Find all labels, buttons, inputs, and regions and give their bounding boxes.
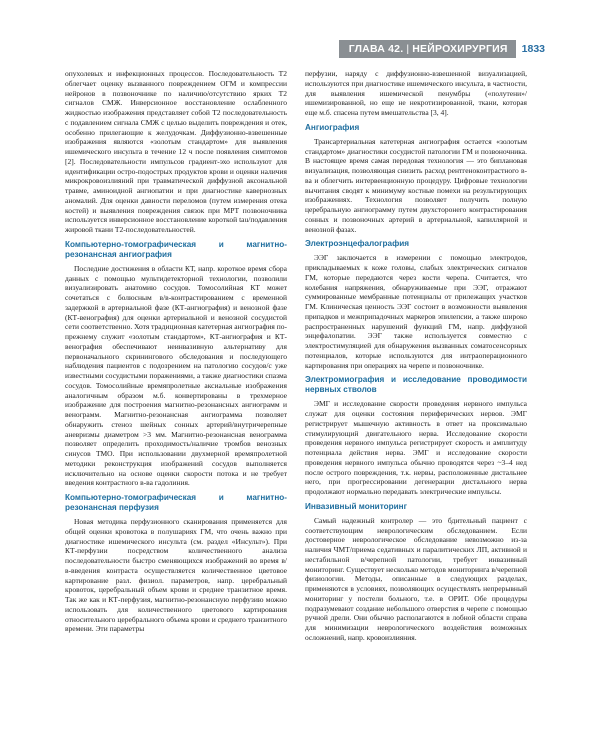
section-heading: Электромиография и исследование проводимости нервных стволов [305,375,527,395]
paragraph: ЭЭГ заключается в измерении с помощью электродов, прикладываемых к коже головы, слабых электрических сигналов ГМ, которые передаются через кости черепа. Считается, что колебания напряжения, обнаруживаемые при ЭЭГ, отражают суммированные мембранные потенциалы от прилежащих участков ГМ. Клиническая ценность ЭЭГ состоит в возможности выявления припадков и межприпадочных маркеров эпилепсии, а также широко распространенных нарушений функций ГМ, напр. диффузной энцефалопатии. ЭЭГ также используется совместно с электростимуляцией для обнаружения вызванных соматосенсорных потенциалов, которые используются для интраоперационного картирования при операциях на черепе и позвоночнике. [305,253,527,370]
section-heading: Компьютерно-томографическая и магнитно-резонансная ангиография [65,239,287,259]
right-column [305,69,527,643]
paragraph: Самый надежный контролер — это бдительный пациент с соответствующим неврологическим обследованием. Если достоверное неврологическое обследование невозможно из-за наличия ЧМТ/приема седативных и паралитических ЛП, активной и нестабильной в/черепной патологии, требует инвазивный мониторинг. Существует несколько методов мониторинга в/черепной физиологии. Методы, описанные в следующих разделах, применяются в условиях, позволяющих осуществлять непрерывный мониторинг у постели больного, т.е. в ОРИТ. Обе процедуры подразумевают создание небольшого отверстия в черепе с помощью ручной дрели. Они обычно располагаются в лобной области справа для минимизации неврологического воздействия возможных осложнений, напр. кровоизлияния. [305,515,527,642]
chapter-band [339,40,516,58]
chapter-label: ГЛАВА 42. [348,43,404,55]
running-header [339,40,545,58]
paragraph: Последние достижения в области КТ, напр. короткое время сбора данных с помощью мультидетекторной технологии, позволили визуализировать анатомию сосудов. Томосолийная КТ может сочетаться с болюсным в/в-контрастированием с временной задержкой в артериальной фазе (КТ-ангиография) и венозной фазе (КТ-венография) для оценки артериальной и венозной сосудистой сети соответственно. Хотя традиционная катетерная ангиография по-прежнему служит «золотым стандартом», КТ-ангиография и КТ-венография обеспечивают неинвазивную альтернативу для первоначального скринингового обследования и последующего наблюдения пациентов с подозрением на патологию сосудов/с уже известными сосудистыми поражениями, а также диагностики спазма сосудов. Томосолийные времяпролетные аксиальные изображения аналогичным образом м.б. конвертированы в трехмерное изображение для построения магнитно-резонансных ангиограмм и венограмм. Магнитно-резонансная ангиограмма позволяет обнаружить стеноз шейных сонных артерий/внутричерепные аневризмы диаметром >3 мм. Магнитно-резонансная венограмма позволяет определить проходимость/наличие тромбов венозных синусов ТМО. При использовании двухмерной времяпролетной методики реконструкция изображений сосудов выполняется исключительно на основе оценки скорости потока и не требует введения контрастного в-ва гадолиния. [65,263,288,488]
chapter-title: НЕЙРОХИРУРГИЯ [412,43,508,55]
section-heading: Инвазивный мониторинг [305,501,408,511]
paragraph: Новая методика перфузионного сканирования применяется для общей оценки кровотока в полушариях ГМ, что очень важно при диагностике ишемического инсульта (см. раздел «Инсульт»). При КТ-перфузии посредством количественного анализа последовательности быстро сменяющихся изображений во время в/в-введения контраста осуществляется количественное цветовое картирование разл. физиол. параметров, напр. церебральный кровоток, церебральный объем крови и среднее транзитное время. Так же как и КТ-перфузия, магнитно-резонансную перфузию можно использовать для количественного цветового картирования относительного церебрального объема крови и среднего транзитного времени. Эти параметры [65,517,287,634]
left-column [65,69,287,634]
paragraph: Трансартериальная катетерная ангиография остается «золотым стандартом» диагностики сосудистой патологии ГМ и позвоночника. В настоящее время самая передовая технология — это биплановая визуализация, позволяющая снизить расход рентгеноконтрастного в-ва и облегчить интервенционную процедуру. Цифровые технологии вычитания сводят к минимуму костные помехи на результирующих изображениях. Технология позволяет получить полную церебральную ангиограмму путем двухсторонего контрастирования сонных и позвоночных артерий в артериальной, капиллярной и венозной фазах. [305,136,527,234]
section-heading: Электроэнцефалография [305,239,410,249]
page-number: 1833 [521,43,545,55]
paragraph: опухолевых и инфекционных процессов. Последовательность T2 облегчает оценку вызванного повреждением ОГМ и компрессии нейронов в позвоночнике по наличию/отсутствию ярких T2 сигналов СМЖ. Инверсионное восстановление ослабленного жидкостью изображения представляет собой T2 последовательность с подавлением сигнала СМЖ с целью выделить повреждения и отек, особенно прилегающие к желудочкам. Диффузионно-взвешенные изображения являются «золотым стандартом» для выявления ишемического инсульта в течение 12 ч после появления симптомов [2]. Последовательности импульсов градиент-эхо используют для идентификации остро-подострых продуктов крови и оценки наличия микрокровоизлияний при травматической диффузной аксональной травме, аминоидной ангиопатии и при диагностике кавернозных аномалий. Для оценки давности переломов (путем измерения отека костей) и выявления повреждения связок при МРТ позвоночника используется инверсионное восстановление короткой tau/подавления жировой ткани T2-последовательностей. [65,69,287,234]
paragraph: ЭМГ и исследование скорости проведения нервного импульса служат для оценки состояния периферических нервов. ЭМГ регистрирует мышечную активность в ответ на проксимально стимулирующий двигательного нерва. Исследование скорости проведения нервного импульса регистрирует скорость и амплитуду потенциала действия нерва. ЭМГ и исследование скорости проведения нервного импульса обычно проводятся через ~3–4 нед после острого повреждения, т.к. нервы, расположенные дистальнее него, при прогрессировании дегенерации дистального нерва продолжают нормально передавать электрические импульсы. [305,399,527,496]
section-heading: Компьютерно-томографическая и магнитно-резонансная перфузия [65,493,287,512]
section-heading: Ангиография [305,122,360,132]
header-separator: | [406,43,410,55]
paragraph: перфузии, наряду с диффузионно-взвешенной визуализацией, используются при диагностике ишемического инсульта, в частности, для выявления ишемической пенумбры («полутени»/ишемизированной, но еще не некротизированной, ткани, которая еще м.б. спасена путем вмешательства [3, 4]. [305,69,527,117]
